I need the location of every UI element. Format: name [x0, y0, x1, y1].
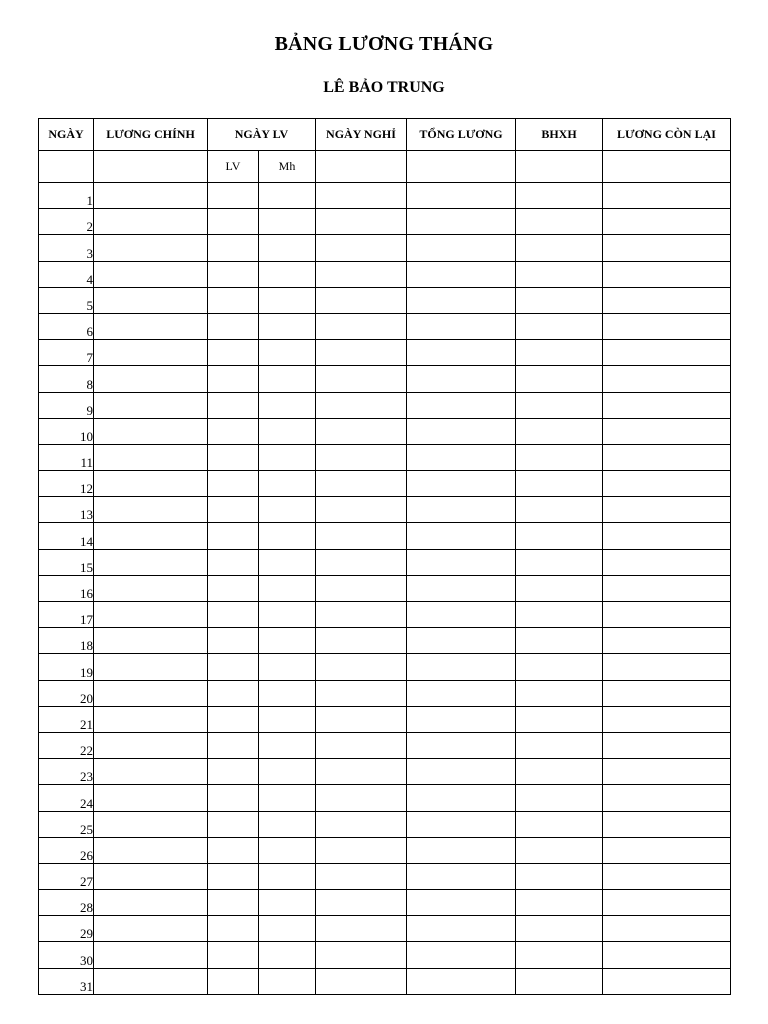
subheader-mh: Mh — [259, 151, 316, 183]
mh-cell — [259, 183, 316, 209]
lv-cell — [208, 418, 259, 444]
days-off-cell — [316, 811, 407, 837]
remaining-salary-cell — [603, 261, 731, 287]
day-number: 21 — [39, 706, 94, 732]
remaining-salary-cell — [603, 444, 731, 470]
social-insurance-cell — [516, 313, 603, 339]
lv-cell — [208, 916, 259, 942]
header-remaining-salary: LƯƠNG CÒN LẠI — [603, 119, 731, 151]
social-insurance-cell — [516, 235, 603, 261]
lv-cell — [208, 863, 259, 889]
total-salary-cell — [407, 916, 516, 942]
mh-cell — [259, 287, 316, 313]
remaining-salary-cell — [603, 287, 731, 313]
days-off-cell — [316, 471, 407, 497]
table-row — [39, 602, 731, 628]
social-insurance-cell — [516, 890, 603, 916]
social-insurance-cell — [516, 366, 603, 392]
mh-cell — [259, 549, 316, 575]
total-salary-cell — [407, 890, 516, 916]
mh-cell — [259, 366, 316, 392]
lv-cell — [208, 523, 259, 549]
remaining-salary-cell — [603, 942, 731, 968]
day-number: 13 — [39, 497, 94, 523]
mh-cell — [259, 811, 316, 837]
base-salary-cell — [94, 366, 208, 392]
base-salary-cell — [94, 890, 208, 916]
social-insurance-cell — [516, 706, 603, 732]
social-insurance-cell — [516, 418, 603, 444]
remaining-salary-cell — [603, 628, 731, 654]
mh-cell — [259, 785, 316, 811]
mh-cell — [259, 942, 316, 968]
days-off-cell — [316, 654, 407, 680]
social-insurance-cell — [516, 340, 603, 366]
day-number: 29 — [39, 916, 94, 942]
base-salary-cell — [94, 602, 208, 628]
base-salary-cell — [94, 209, 208, 235]
social-insurance-cell — [516, 942, 603, 968]
lv-cell — [208, 366, 259, 392]
mh-cell — [259, 759, 316, 785]
table-row — [39, 759, 731, 785]
base-salary-cell — [94, 183, 208, 209]
days-off-cell — [316, 628, 407, 654]
total-salary-cell — [407, 209, 516, 235]
social-insurance-cell — [516, 183, 603, 209]
mh-cell — [259, 235, 316, 261]
table-row — [39, 785, 731, 811]
subheader-cell-remaining-salary — [603, 151, 731, 183]
social-insurance-cell — [516, 680, 603, 706]
base-salary-cell — [94, 523, 208, 549]
base-salary-cell — [94, 759, 208, 785]
remaining-salary-cell — [603, 313, 731, 339]
lv-cell — [208, 471, 259, 497]
day-number: 23 — [39, 759, 94, 785]
subheader-row — [39, 151, 731, 183]
lv-cell — [208, 261, 259, 287]
lv-cell — [208, 811, 259, 837]
days-off-cell — [316, 863, 407, 889]
days-off-cell — [316, 261, 407, 287]
social-insurance-cell — [516, 732, 603, 758]
day-number: 11 — [39, 444, 94, 470]
remaining-salary-cell — [603, 209, 731, 235]
day-number: 10 — [39, 418, 94, 444]
mh-cell — [259, 680, 316, 706]
mh-cell — [259, 890, 316, 916]
base-salary-cell — [94, 287, 208, 313]
day-number: 12 — [39, 471, 94, 497]
lv-cell — [208, 680, 259, 706]
days-off-cell — [316, 497, 407, 523]
base-salary-cell — [94, 340, 208, 366]
mh-cell — [259, 968, 316, 994]
table-row — [39, 366, 731, 392]
lv-cell — [208, 575, 259, 601]
lv-cell — [208, 654, 259, 680]
table-row — [39, 863, 731, 889]
lv-cell — [208, 444, 259, 470]
total-salary-cell — [407, 366, 516, 392]
day-number: 5 — [39, 287, 94, 313]
day-number: 20 — [39, 680, 94, 706]
days-off-cell — [316, 942, 407, 968]
table-row — [39, 654, 731, 680]
days-off-cell — [316, 968, 407, 994]
base-salary-cell — [94, 261, 208, 287]
remaining-salary-cell — [603, 602, 731, 628]
mh-cell — [259, 340, 316, 366]
total-salary-cell — [407, 654, 516, 680]
total-salary-cell — [407, 575, 516, 601]
mh-cell — [259, 523, 316, 549]
day-number: 31 — [39, 968, 94, 994]
day-number: 6 — [39, 313, 94, 339]
day-number: 14 — [39, 523, 94, 549]
table-row — [39, 444, 731, 470]
lv-cell — [208, 392, 259, 418]
header-day: NGÀY — [39, 119, 94, 151]
remaining-salary-cell — [603, 235, 731, 261]
social-insurance-cell — [516, 602, 603, 628]
social-insurance-cell — [516, 471, 603, 497]
base-salary-cell — [94, 444, 208, 470]
document-title: BẢNG LƯƠNG THÁNG — [274, 33, 494, 55]
subheader-cell-base-salary — [94, 151, 208, 183]
days-off-cell — [316, 706, 407, 732]
lv-cell — [208, 628, 259, 654]
day-number: 17 — [39, 602, 94, 628]
days-off-cell — [316, 602, 407, 628]
days-off-cell — [316, 549, 407, 575]
table-row — [39, 890, 731, 916]
social-insurance-cell — [516, 785, 603, 811]
mh-cell — [259, 261, 316, 287]
total-salary-cell — [407, 340, 516, 366]
lv-cell — [208, 785, 259, 811]
total-salary-cell — [407, 942, 516, 968]
base-salary-cell — [94, 392, 208, 418]
days-off-cell — [316, 313, 407, 339]
base-salary-cell — [94, 732, 208, 758]
table-row — [39, 471, 731, 497]
table-row — [39, 523, 731, 549]
base-salary-cell — [94, 549, 208, 575]
employee-name: LÊ BẢO TRUNG — [323, 79, 445, 96]
base-salary-cell — [94, 418, 208, 444]
total-salary-cell — [407, 863, 516, 889]
base-salary-cell — [94, 785, 208, 811]
days-off-cell — [316, 209, 407, 235]
total-salary-cell — [407, 235, 516, 261]
header-days-off: NGÀY NGHỈ — [316, 119, 407, 151]
days-off-cell — [316, 759, 407, 785]
remaining-salary-cell — [603, 863, 731, 889]
base-salary-cell — [94, 837, 208, 863]
days-off-cell — [316, 392, 407, 418]
social-insurance-cell — [516, 916, 603, 942]
remaining-salary-cell — [603, 890, 731, 916]
total-salary-cell — [407, 261, 516, 287]
lv-cell — [208, 209, 259, 235]
days-off-cell — [316, 287, 407, 313]
mh-cell — [259, 418, 316, 444]
social-insurance-cell — [516, 209, 603, 235]
lv-cell — [208, 183, 259, 209]
header-base-salary: LƯƠNG CHÍNH — [94, 119, 208, 151]
table-row — [39, 811, 731, 837]
remaining-salary-cell — [603, 837, 731, 863]
social-insurance-cell — [516, 392, 603, 418]
social-insurance-cell — [516, 654, 603, 680]
remaining-salary-cell — [603, 706, 731, 732]
table-row — [39, 706, 731, 732]
lv-cell — [208, 942, 259, 968]
total-salary-cell — [407, 968, 516, 994]
total-salary-cell — [407, 313, 516, 339]
mh-cell — [259, 602, 316, 628]
mh-cell — [259, 654, 316, 680]
social-insurance-cell — [516, 759, 603, 785]
day-number: 2 — [39, 209, 94, 235]
social-insurance-cell — [516, 287, 603, 313]
remaining-salary-cell — [603, 340, 731, 366]
remaining-salary-cell — [603, 785, 731, 811]
mh-cell — [259, 497, 316, 523]
total-salary-cell — [407, 444, 516, 470]
base-salary-cell — [94, 968, 208, 994]
day-number: 1 — [39, 183, 94, 209]
subheader-cell-social-insurance — [516, 151, 603, 183]
days-off-cell — [316, 523, 407, 549]
table-row — [39, 549, 731, 575]
header-row — [39, 119, 731, 151]
day-number: 19 — [39, 654, 94, 680]
subheader-lv: LV — [208, 151, 259, 183]
lv-cell — [208, 968, 259, 994]
day-number: 4 — [39, 261, 94, 287]
total-salary-cell — [407, 287, 516, 313]
total-salary-cell — [407, 523, 516, 549]
remaining-salary-cell — [603, 523, 731, 549]
table-row — [39, 942, 731, 968]
base-salary-cell — [94, 628, 208, 654]
mh-cell — [259, 313, 316, 339]
day-number: 22 — [39, 732, 94, 758]
table-row — [39, 261, 731, 287]
remaining-salary-cell — [603, 392, 731, 418]
mh-cell — [259, 863, 316, 889]
table-row — [39, 418, 731, 444]
table-row — [39, 287, 731, 313]
days-off-cell — [316, 916, 407, 942]
day-number: 3 — [39, 235, 94, 261]
social-insurance-cell — [516, 811, 603, 837]
total-salary-cell — [407, 785, 516, 811]
total-salary-cell — [407, 183, 516, 209]
social-insurance-cell — [516, 523, 603, 549]
lv-cell — [208, 313, 259, 339]
base-salary-cell — [94, 497, 208, 523]
table-row — [39, 209, 731, 235]
lv-cell — [208, 287, 259, 313]
mh-cell — [259, 732, 316, 758]
remaining-salary-cell — [603, 916, 731, 942]
table-row — [39, 183, 731, 209]
lv-cell — [208, 890, 259, 916]
lv-cell — [208, 549, 259, 575]
total-salary-cell — [407, 549, 516, 575]
days-off-cell — [316, 340, 407, 366]
day-number: 8 — [39, 366, 94, 392]
days-off-cell — [316, 785, 407, 811]
mh-cell — [259, 916, 316, 942]
base-salary-cell — [94, 235, 208, 261]
subheader-cell-days-off — [316, 151, 407, 183]
mh-cell — [259, 444, 316, 470]
lv-cell — [208, 837, 259, 863]
base-salary-cell — [94, 471, 208, 497]
remaining-salary-cell — [603, 471, 731, 497]
lv-cell — [208, 732, 259, 758]
table-row — [39, 313, 731, 339]
base-salary-cell — [94, 575, 208, 601]
remaining-salary-cell — [603, 418, 731, 444]
base-salary-cell — [94, 313, 208, 339]
days-off-cell — [316, 732, 407, 758]
social-insurance-cell — [516, 863, 603, 889]
total-salary-cell — [407, 602, 516, 628]
payroll-table — [38, 118, 731, 995]
days-off-cell — [316, 418, 407, 444]
day-number: 25 — [39, 811, 94, 837]
subheader-cell-total-salary — [407, 151, 516, 183]
total-salary-cell — [407, 811, 516, 837]
remaining-salary-cell — [603, 811, 731, 837]
social-insurance-cell — [516, 628, 603, 654]
remaining-salary-cell — [603, 680, 731, 706]
social-insurance-cell — [516, 575, 603, 601]
social-insurance-cell — [516, 497, 603, 523]
day-number: 27 — [39, 863, 94, 889]
day-number: 15 — [39, 549, 94, 575]
table-row — [39, 837, 731, 863]
table-row — [39, 968, 731, 994]
remaining-salary-cell — [603, 732, 731, 758]
days-off-cell — [316, 890, 407, 916]
table-row — [39, 235, 731, 261]
day-number: 18 — [39, 628, 94, 654]
total-salary-cell — [407, 392, 516, 418]
base-salary-cell — [94, 916, 208, 942]
mh-cell — [259, 392, 316, 418]
mh-cell — [259, 706, 316, 732]
total-salary-cell — [407, 837, 516, 863]
day-number: 9 — [39, 392, 94, 418]
remaining-salary-cell — [603, 968, 731, 994]
days-off-cell — [316, 444, 407, 470]
remaining-salary-cell — [603, 497, 731, 523]
total-salary-cell — [407, 628, 516, 654]
mh-cell — [259, 575, 316, 601]
base-salary-cell — [94, 942, 208, 968]
header-total-salary: TỔNG LƯƠNG — [407, 119, 516, 151]
total-salary-cell — [407, 471, 516, 497]
mh-cell — [259, 209, 316, 235]
lv-cell — [208, 759, 259, 785]
base-salary-cell — [94, 706, 208, 732]
table-row — [39, 916, 731, 942]
days-off-cell — [316, 366, 407, 392]
social-insurance-cell — [516, 261, 603, 287]
base-salary-cell — [94, 863, 208, 889]
social-insurance-cell — [516, 444, 603, 470]
total-salary-cell — [407, 759, 516, 785]
days-off-cell — [316, 680, 407, 706]
days-off-cell — [316, 235, 407, 261]
total-salary-cell — [407, 732, 516, 758]
remaining-salary-cell — [603, 759, 731, 785]
social-insurance-cell — [516, 968, 603, 994]
lv-cell — [208, 497, 259, 523]
lv-cell — [208, 706, 259, 732]
lv-cell — [208, 235, 259, 261]
days-off-cell — [316, 837, 407, 863]
mh-cell — [259, 471, 316, 497]
remaining-salary-cell — [603, 366, 731, 392]
remaining-salary-cell — [603, 575, 731, 601]
days-off-cell — [316, 183, 407, 209]
table-row — [39, 340, 731, 366]
remaining-salary-cell — [603, 183, 731, 209]
day-number: 7 — [39, 340, 94, 366]
social-insurance-cell — [516, 837, 603, 863]
table-row — [39, 575, 731, 601]
table-row — [39, 680, 731, 706]
social-insurance-cell — [516, 549, 603, 575]
base-salary-cell — [94, 680, 208, 706]
lv-cell — [208, 340, 259, 366]
subheader-cell-day — [39, 151, 94, 183]
day-number: 24 — [39, 785, 94, 811]
days-off-cell — [316, 575, 407, 601]
lv-cell — [208, 602, 259, 628]
remaining-salary-cell — [603, 654, 731, 680]
table-row — [39, 497, 731, 523]
total-salary-cell — [407, 680, 516, 706]
table-row — [39, 628, 731, 654]
table-row — [39, 392, 731, 418]
base-salary-cell — [94, 654, 208, 680]
header-work-days: NGÀY LV — [208, 119, 316, 151]
total-salary-cell — [407, 418, 516, 444]
remaining-salary-cell — [603, 549, 731, 575]
day-number: 30 — [39, 942, 94, 968]
mh-cell — [259, 837, 316, 863]
base-salary-cell — [94, 811, 208, 837]
day-number: 28 — [39, 890, 94, 916]
total-salary-cell — [407, 706, 516, 732]
total-salary-cell — [407, 497, 516, 523]
table-row — [39, 732, 731, 758]
day-number: 26 — [39, 837, 94, 863]
header-social-insurance: BHXH — [516, 119, 603, 151]
day-number: 16 — [39, 575, 94, 601]
mh-cell — [259, 628, 316, 654]
